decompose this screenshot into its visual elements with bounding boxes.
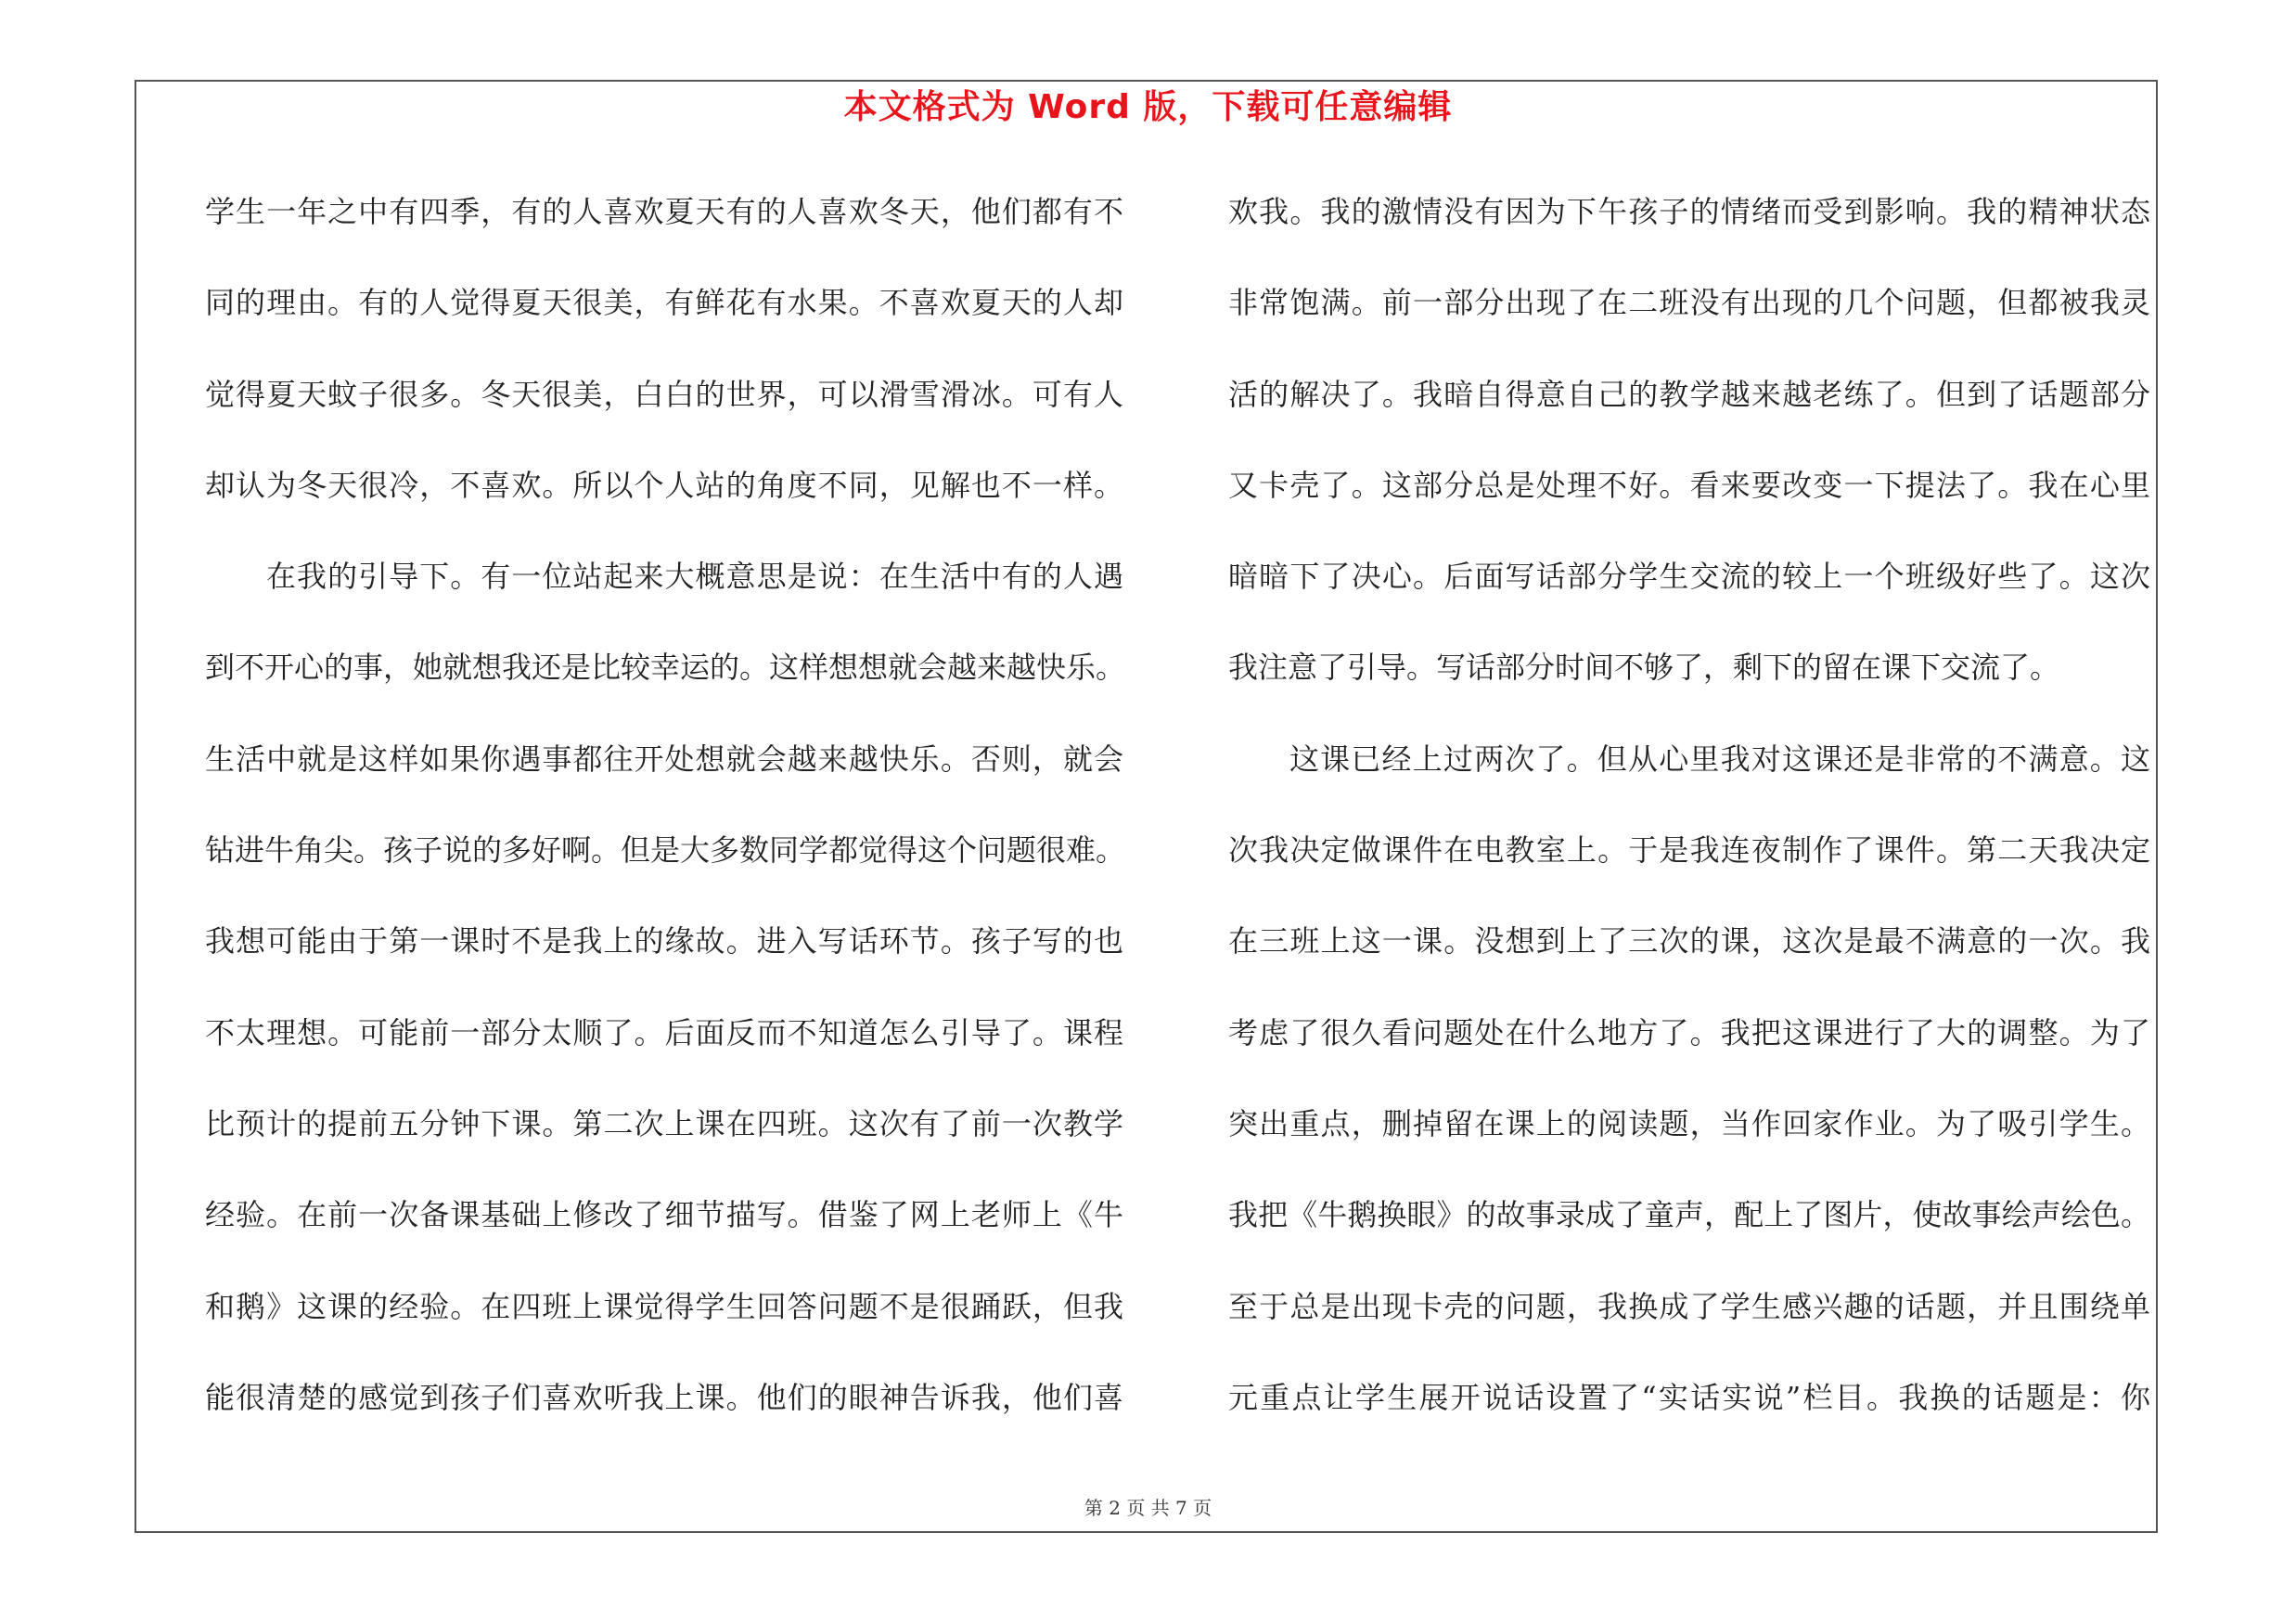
text-column-left [205,184,1126,1461]
text-column-right [1228,184,2150,1461]
text-line: 我想可能由于第一课时不是我上的缘故。进入写话环节。孩子写的也 [205,923,1123,960]
text-line: 暗暗下了决心。后面写话部分学生交流的较上一个班级好些了。这次 [1228,559,2150,595]
page-header-notice: 本文格式为 Word 版，下载可任意编辑 [843,88,1453,126]
text-line: 次我决定做课件在电教室上。于是我连夜制作了课件。第二天我决定 [1228,832,2150,869]
text-line: 经验。在前一次备课基础上修改了细节描写。借鉴了网上老师上《牛 [205,1197,1123,1233]
text-line: 考虑了很久看问题处在什么地方了。我把这课进行了大的调整。为了 [1228,1014,2150,1050]
text-line: 学生一年之中有四季，有的人喜欢夏天有的人喜欢冬天，他们都有不 [205,194,1123,229]
text-line: 觉得夏天蚊子很多。冬天很美，白白的世界，可以滑雪滑冰。可有人 [205,376,1123,412]
text-line: 不太理想。可能前一部分太顺了。后面反而不知道怎么引导了。课程 [205,1014,1123,1050]
text-line: 和鹅》这课的经验。在四班上课觉得学生回答问题不是很踊跃，但我 [205,1288,1123,1324]
text-line: 比预计的提前五分钟下课。第二次上课在四班。这次有了前一次教学 [205,1105,1123,1141]
text-line: 非常饱满。前一部分出现了在二班没有出现的几个问题，但都被我灵 [1228,285,2150,321]
text-line: 却认为冬天很冷，不喜欢。所以个人站的角度不同，见解也不一样。 [205,467,1123,503]
text-line: 生活中就是这样如果你遇事都往开处想就会越来越快乐。否则，就会 [205,741,1123,777]
text-line: 钻进牛角尖。孩子说的多好啊。但是大多数同学都觉得这个问题很难。 [205,832,1126,869]
text-line: 这课已经上过两次了。但从心里我对这课还是非常的不满意。这 [1289,741,2150,777]
text-line: 能很清楚的感觉到孩子们喜欢听我上课。他们的眼神告诉我，他们喜 [205,1379,1123,1415]
text-line: 在三班上这一课。没想到上了三次的课，这次是最不满意的一次。我 [1228,923,2150,960]
text-line: 活的解决了。我暗自得意自己的教学越来越老练了。但到了话题部分 [1228,376,2150,412]
text-line: 我把《牛鹅换眼》的故事录成了童声，配上了图片，使故事绘声绘色。 [1228,1197,2150,1233]
text-line: 元重点让学生展开说话设置了“实话实说”栏目。我换的话题是：你 [1228,1379,2150,1415]
text-line: 欢我。我的激情没有因为下午孩子的情绪而受到影响。我的精神状态 [1228,194,2150,229]
page-number: 第 2 页 共 7 页 [1084,1497,1212,1519]
text-line: 至于总是出现卡壳的问题，我换成了学生感兴趣的话题，并且围绕单 [1228,1288,2150,1324]
text-line: 同的理由。有的人觉得夏天很美，有鲜花有水果。不喜欢夏天的人却 [205,285,1123,321]
text-line: 我注意了引导。写话部分时间不够了，剩下的留在课下交流了。 [1228,650,2060,686]
text-line: 突出重点，删掉留在课上的阅读题，当作回家作业。为了吸引学生。 [1228,1105,2150,1141]
text-line: 又卡壳了。这部分总是处理不好。看来要改变一下提法了。我在心里 [1228,467,2150,503]
text-line: 到不开心的事，她就想我还是比较幸运的。这样想想就会越来越快乐。 [205,650,1126,686]
text-line: 在我的引导下。有一位站起来大概意思是说：在生活中有的人遇 [266,559,1123,595]
